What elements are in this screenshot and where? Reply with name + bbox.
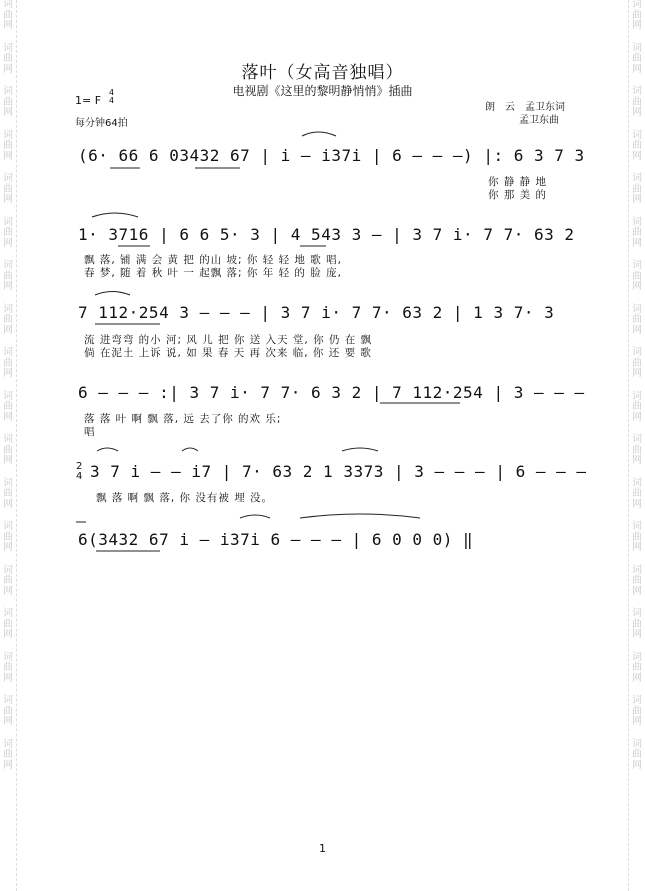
watermark-group xyxy=(3,566,13,598)
lyrics-line-4-1: 落 落 叶 啊 飘 落, 远 去了你 的欢 乐; xyxy=(84,413,282,425)
watermark-group xyxy=(3,696,13,728)
watermark-char: 词 xyxy=(632,608,642,619)
watermark-char: 网 xyxy=(632,585,642,597)
watermark-char: 词 xyxy=(632,129,642,141)
watermark-char: 曲 xyxy=(632,53,642,64)
watermark-char: 曲 xyxy=(3,270,13,282)
watermark-char: 曲 xyxy=(632,618,642,630)
watermark-char: 网 xyxy=(3,716,13,727)
slur-mark xyxy=(97,448,118,451)
watermark-char: 曲 xyxy=(3,9,13,21)
lyrics-line-4-2: 唱 xyxy=(84,426,96,438)
watermark-char: 曲 xyxy=(632,9,642,21)
watermark-group xyxy=(632,348,642,380)
lyrics-line-2-1: 飘 落, 铺 满 会 黄 把 的山 坡; 你 轻 轻 地 歌 唱, xyxy=(84,254,342,266)
watermark-char: 曲 xyxy=(3,401,13,412)
watermark-char: 网 xyxy=(632,368,642,379)
watermark-char: 网 xyxy=(632,281,642,292)
lyrics-line-1-2: 你 那 美 的 xyxy=(488,189,548,201)
watermark-char: 词 xyxy=(3,216,13,228)
time-signature xyxy=(109,89,114,105)
watermark-group xyxy=(632,653,642,685)
score-system-4: 6 — — — :| 3 7 i· 7 7· 6 3 2 | 7 112·254 | 3 — — — xyxy=(78,383,585,402)
watermark-char: 曲 xyxy=(3,705,13,717)
watermark-char: 词 xyxy=(632,0,642,10)
watermark-char: 网 xyxy=(632,150,642,162)
watermark-char: 词 xyxy=(632,695,642,706)
lyrics-line-3-1: 流 进弯弯 的小 河; 风 儿 把 你 送 入天 堂, 你 仍 在 飘 xyxy=(84,334,373,346)
watermark-char: 网 xyxy=(3,63,13,75)
watermark-char: 词 xyxy=(632,651,642,663)
watermark-char: 曲 xyxy=(3,618,13,630)
watermark-group xyxy=(632,392,642,424)
song-title: 落叶（女高音独唱） xyxy=(241,63,404,83)
watermark-char: 曲 xyxy=(632,749,642,760)
watermark-char: 词 xyxy=(632,173,642,184)
watermark-char: 网 xyxy=(3,281,13,292)
watermark-group xyxy=(3,435,13,467)
watermark-char: 网 xyxy=(3,237,13,249)
credits xyxy=(485,101,565,127)
watermark-char: 词 xyxy=(3,173,13,184)
watermark-char: 曲 xyxy=(3,227,13,238)
watermark-char: 词 xyxy=(3,347,13,358)
meter-bottom: 4 xyxy=(109,96,115,105)
watermark-char: 曲 xyxy=(3,183,13,195)
watermark-char: 曲 xyxy=(3,749,13,760)
watermark-char: 网 xyxy=(632,411,642,423)
watermark-char: 网 xyxy=(632,20,642,31)
watermark-char: 曲 xyxy=(3,488,13,499)
watermark-char: 词 xyxy=(3,129,13,141)
page-number: 1 xyxy=(319,842,326,855)
watermark-group xyxy=(632,740,642,772)
watermark-char: 词 xyxy=(3,86,13,97)
slur-mark xyxy=(302,132,336,136)
key-signature: 1= F xyxy=(75,94,102,107)
watermark-group xyxy=(3,261,13,293)
watermark-char: 网 xyxy=(632,63,642,75)
watermark-char: 网 xyxy=(632,672,642,684)
watermark-char: 网 xyxy=(3,411,13,423)
slur-mark xyxy=(240,515,270,518)
watermark-char: 曲 xyxy=(3,96,13,108)
watermark-char: 网 xyxy=(3,498,13,510)
watermark-char: 词 xyxy=(632,260,642,271)
watermark-group xyxy=(3,174,13,206)
watermark-group xyxy=(632,566,642,598)
watermark-group xyxy=(632,522,642,554)
watermark-char: 词 xyxy=(3,477,13,489)
watermark-group xyxy=(632,0,642,32)
meter-bottom: 4 xyxy=(76,471,83,482)
watermark-char: 词 xyxy=(632,477,642,489)
watermark-group xyxy=(3,0,13,32)
watermark-group xyxy=(632,609,642,641)
watermark-group xyxy=(3,522,13,554)
watermark-group xyxy=(3,305,13,337)
watermark-char: 曲 xyxy=(632,270,642,282)
watermark-group xyxy=(3,392,13,424)
watermark-char: 曲 xyxy=(632,183,642,195)
watermark-group xyxy=(632,174,642,206)
watermark-char: 网 xyxy=(3,629,13,640)
watermark-group xyxy=(3,131,13,163)
meter-top: 2 xyxy=(76,461,83,472)
slur-mark xyxy=(182,448,198,451)
watermark-char: 曲 xyxy=(632,444,642,456)
watermark-char: 曲 xyxy=(632,705,642,717)
watermark-char: 词 xyxy=(3,303,13,315)
watermark-char: 词 xyxy=(3,651,13,663)
watermark-char: 网 xyxy=(3,107,13,118)
slur-mark xyxy=(300,514,420,518)
watermark-char: 网 xyxy=(3,194,13,205)
watermark-char: 网 xyxy=(3,150,13,162)
slur-mark xyxy=(92,213,138,217)
watermark-group xyxy=(3,479,13,511)
watermark-char: 网 xyxy=(632,542,642,553)
watermark-char: 词 xyxy=(3,521,13,532)
watermark-group xyxy=(632,131,642,163)
watermark-char: 曲 xyxy=(632,531,642,543)
watermark-char: 网 xyxy=(3,759,13,771)
watermark-char: 网 xyxy=(632,455,642,466)
lyrics-line-1-1: 你 静 静 地 xyxy=(488,176,548,188)
watermark-char: 曲 xyxy=(3,662,13,673)
watermark-group xyxy=(632,218,642,250)
watermark-char: 网 xyxy=(3,368,13,379)
slur-mark xyxy=(342,448,378,451)
watermark-char: 曲 xyxy=(3,53,13,64)
watermark-char: 网 xyxy=(632,107,642,118)
watermark-char: 曲 xyxy=(632,662,642,673)
watermark-char: 词 xyxy=(632,738,642,750)
watermark-char: 曲 xyxy=(3,531,13,543)
watermark-char: 词 xyxy=(632,564,642,576)
watermark-group xyxy=(3,348,13,380)
tempo-marking: 每分钟64拍 xyxy=(75,118,128,129)
watermark-char: 曲 xyxy=(632,140,642,151)
watermark-group xyxy=(3,740,13,772)
watermark-char: 网 xyxy=(632,194,642,205)
lyrics-line-5-1: 飘 落 啊 飘 落, 你 没有被 埋 没。 xyxy=(96,492,274,504)
watermark-char: 词 xyxy=(3,738,13,750)
score-system-2: 1· 3716 | 6 6 5· 3 | 4 543 3 — | 3 7 i· 7 7· 63 2 xyxy=(78,225,575,244)
watermark-char: 网 xyxy=(3,455,13,466)
slur-mark xyxy=(95,292,130,296)
watermark-group xyxy=(632,435,642,467)
lyricist-name: 朗 云 xyxy=(485,102,515,113)
score-system-1: (6· 66 6 03432 67 | i — i37i | 6 — — —) |: 6 3 7 3 xyxy=(78,146,585,165)
watermark-char: 曲 xyxy=(3,575,13,586)
watermark-char: 曲 xyxy=(3,444,13,456)
watermark-char: 词 xyxy=(3,260,13,271)
watermark-char: 曲 xyxy=(3,314,13,325)
watermark-char: 曲 xyxy=(3,140,13,151)
watermark-char: 曲 xyxy=(632,401,642,412)
watermark-group xyxy=(632,261,642,293)
watermark-char: 网 xyxy=(632,324,642,336)
watermark-char: 网 xyxy=(632,498,642,510)
watermark-char: 词 xyxy=(632,303,642,315)
watermark-char: 词 xyxy=(3,390,13,402)
watermark-char: 曲 xyxy=(632,575,642,586)
watermark-char: 网 xyxy=(3,585,13,597)
watermark-char: 词 xyxy=(632,86,642,97)
watermark-group xyxy=(632,305,642,337)
watermark-char: 词 xyxy=(3,0,13,10)
watermark-char: 词 xyxy=(632,434,642,445)
watermark-char: 词 xyxy=(3,434,13,445)
watermark-char: 网 xyxy=(3,672,13,684)
watermark-char: 网 xyxy=(632,237,642,249)
watermark-char: 词 xyxy=(632,347,642,358)
score-system-3: 7 112·254 3 — — — | 3 7 i· 7 7· 63 2 | 1 3 7· 3 xyxy=(78,303,555,322)
watermark-char: 词 xyxy=(632,42,642,54)
score-system-6: 6(3432 67 i — i37i 6 — — — | 6 0 0 0) ‖ xyxy=(78,530,474,549)
score-system-5: 3 7 i — — i7 | 7· 63 2 1 3373 | 3 — — — | 6 — — — xyxy=(90,462,587,481)
watermark-group xyxy=(632,479,642,511)
watermark-char: 词 xyxy=(3,42,13,54)
watermark-char: 网 xyxy=(3,324,13,336)
watermark-char: 词 xyxy=(3,608,13,619)
watermark-char: 网 xyxy=(632,629,642,640)
watermark-char: 词 xyxy=(3,695,13,706)
watermark-char: 网 xyxy=(632,759,642,771)
watermark-left xyxy=(0,0,17,891)
watermark-char: 词 xyxy=(3,564,13,576)
watermark-group xyxy=(3,653,13,685)
composer-credit: 孟卫东曲 xyxy=(519,115,559,126)
time-signature-change xyxy=(76,462,82,482)
watermark-char: 词 xyxy=(632,521,642,532)
watermark-char: 网 xyxy=(3,20,13,31)
watermark-char: 网 xyxy=(3,542,13,553)
watermark-char: 词 xyxy=(632,216,642,228)
watermark-group xyxy=(3,609,13,641)
lyrics-line-3-2: 倘 在泥土 上诉 说, 如 果 春 天 再 次来 临, 你 还 要 歌 xyxy=(84,347,372,359)
watermark-char: 曲 xyxy=(3,357,13,369)
lyricist-credit: 孟卫东词 xyxy=(525,102,565,113)
meter-top: 4 xyxy=(109,88,115,97)
watermark-char: 曲 xyxy=(632,357,642,369)
watermark-char: 网 xyxy=(632,716,642,727)
watermark-char: 曲 xyxy=(632,314,642,325)
watermark-right xyxy=(628,0,645,891)
watermark-group xyxy=(632,696,642,728)
watermark-char: 曲 xyxy=(632,488,642,499)
lyrics-line-2-2: 春 梦, 随 着 秋 叶 一 起飘 落; 你 年 轻 的 脸 庞, xyxy=(84,267,342,279)
watermark-char: 曲 xyxy=(632,227,642,238)
watermark-group xyxy=(3,218,13,250)
watermark-char: 曲 xyxy=(632,96,642,108)
song-subtitle: 电视剧《这里的黎明静悄悄》插曲 xyxy=(232,84,413,98)
watermark-char: 词 xyxy=(632,390,642,402)
